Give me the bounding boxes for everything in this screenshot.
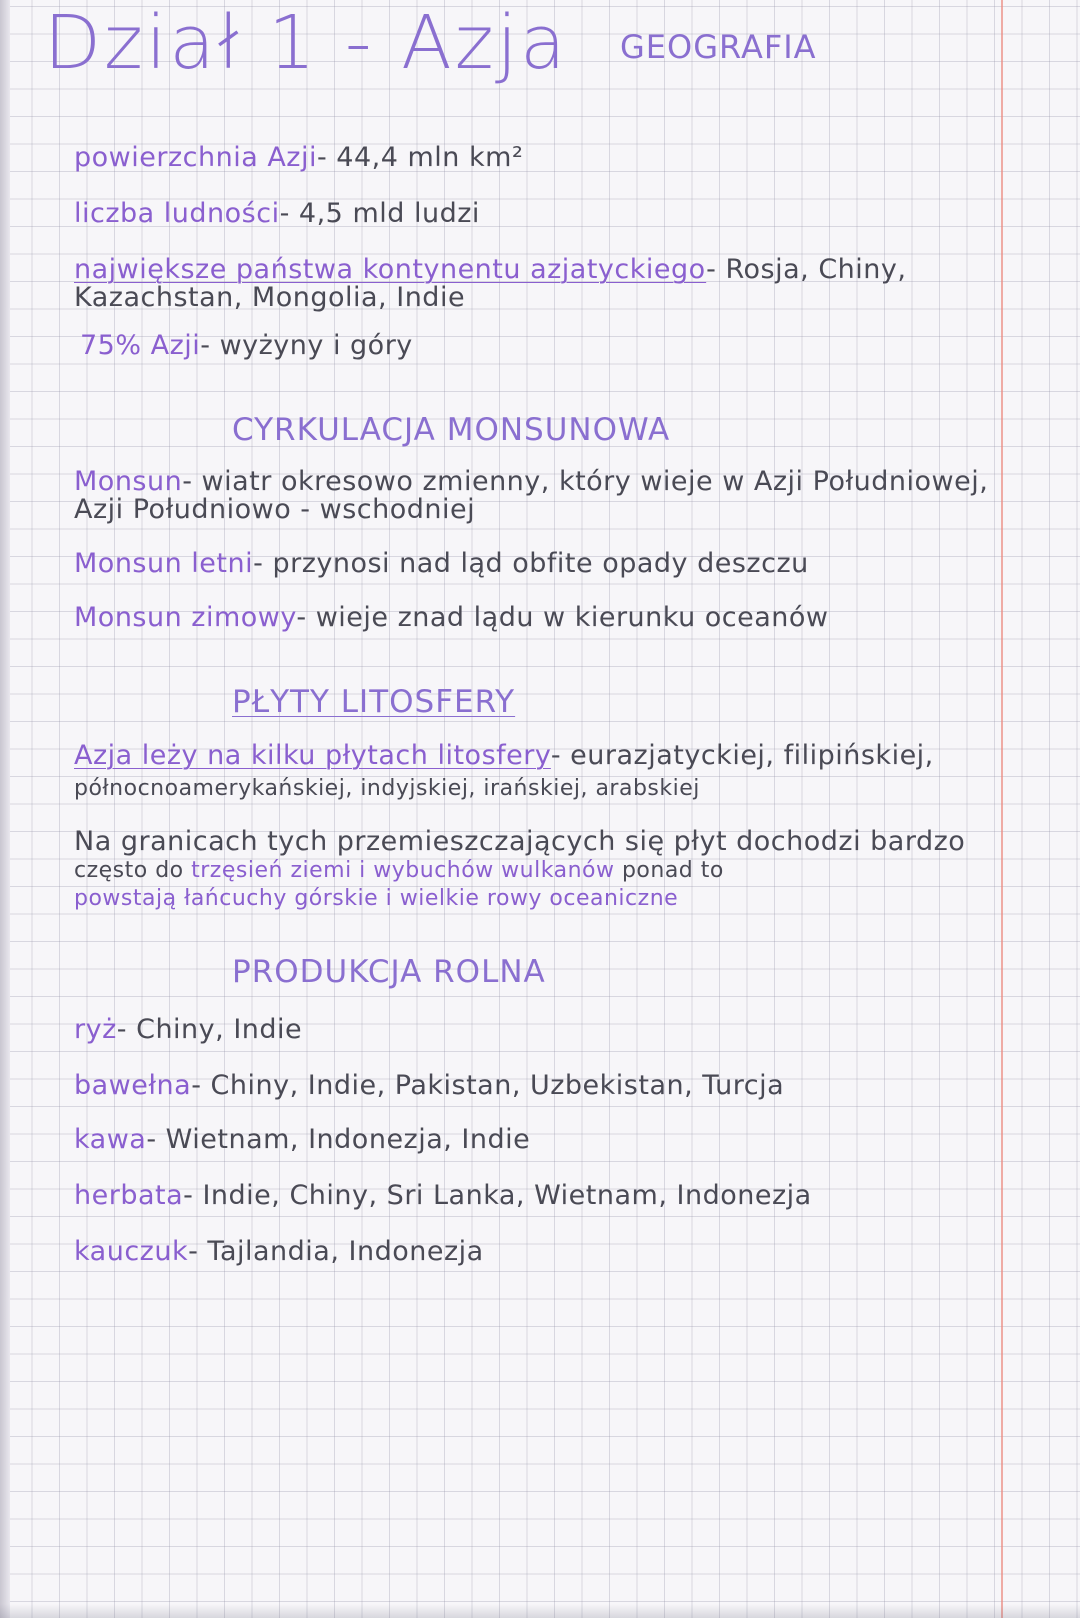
fact-largest-value-1: - Rosja, Chiny, <box>706 254 907 285</box>
fact-highlands-value: - wyżyny i góry <box>200 330 413 361</box>
agriculture-item <box>74 1070 784 1101</box>
plates-p2-text-1: Na granicach tych przemieszczających się płyt dochodzi bardzo <box>74 826 966 857</box>
agriculture-item <box>74 1236 484 1267</box>
monsoon-definition-cont <box>74 494 475 525</box>
plates-paragraph-1 <box>74 740 934 771</box>
monsoon-winter-term: Monsun zimowy <box>74 602 297 633</box>
agriculture-item-term: kawa <box>74 1124 147 1155</box>
monsoon-def-text-2: Azji Południowo - wschodniej <box>74 494 476 525</box>
agriculture-item-term: ryż <box>74 1014 117 1045</box>
plates-paragraph-2-cont <box>74 858 724 883</box>
agriculture-item <box>74 1014 302 1045</box>
fact-largest-countries <box>74 254 906 285</box>
page-binding-edge <box>0 0 10 1618</box>
monsoon-heading: CYRKULACJA MONSUNOWA <box>232 412 671 448</box>
monsoon-definition <box>74 466 988 497</box>
plates-p1-term: Azja leży na kilku płytach litosfery <box>74 740 551 771</box>
fact-largest-value-2: Kazachstan, Mongolia, Indie <box>74 282 466 313</box>
margin-line <box>1001 0 1003 1618</box>
fact-area-label: powierzchnia Azji <box>74 142 317 173</box>
fact-population <box>74 198 480 229</box>
agriculture-item-text: - Wietnam, Indonezja, Indie <box>146 1124 531 1155</box>
plates-p2-text-3: powstają łańcuchy górskie i wielkie rowy oceaniczne <box>74 886 679 911</box>
agriculture-item-text: - Chiny, Indie <box>116 1014 303 1045</box>
subject-label: GEOGRAFIA <box>620 28 817 66</box>
plates-paragraph-2 <box>74 826 965 857</box>
fact-highlands-label: 75% Azji <box>80 330 201 361</box>
monsoon-def-text-1: - wiatr okresowo zmienny, który wieje w Azji Południowej, <box>182 466 989 497</box>
plates-p1-text-2: północnoamerykańskiej, indyjskiej, irańskiej, arabskiej <box>74 776 700 801</box>
agriculture-item <box>74 1180 812 1211</box>
monsoon-winter-text: - wieje znad lądu w kierunku oceanów <box>296 602 829 633</box>
fact-population-label: liczba ludności <box>74 198 280 229</box>
agriculture-item-term: kauczuk <box>74 1236 189 1267</box>
plates-paragraph-1-cont <box>74 776 700 801</box>
plates-heading: PŁYTY LITOSFERY <box>232 684 516 720</box>
fact-highlands <box>80 330 413 361</box>
fact-area <box>74 142 523 173</box>
fact-population-value: - 4,5 mld ludzi <box>279 198 480 229</box>
fact-largest-label: największe państwa kontynentu azjatyckiego <box>74 254 707 285</box>
monsoon-summer-term: Monsun letni <box>74 548 254 579</box>
agriculture-item-text: - Chiny, Indie, Pakistan, Uzbekistan, Turcja <box>191 1070 785 1101</box>
agriculture-item-text: - Indie, Chiny, Sri Lanka, Wietnam, Indonezja <box>183 1180 812 1211</box>
plates-p1-text-1: - eurazjatyckiej, filipińskiej, <box>550 740 934 771</box>
page-title: Dział 1 - Azja <box>44 0 569 86</box>
agriculture-item-term: herbata <box>74 1180 184 1211</box>
monsoon-def-term: Monsun <box>74 466 183 497</box>
plates-paragraph-2-end <box>74 886 678 911</box>
fact-area-value: - 44,4 mln km² <box>316 142 524 173</box>
monsoon-summer <box>74 548 809 579</box>
agriculture-item <box>74 1124 530 1155</box>
page-bottom-shadow <box>0 1604 1080 1618</box>
plates-p2-text-2a: często do <box>74 858 192 883</box>
plates-p2-text-2c: ponad to <box>614 858 724 883</box>
monsoon-winter <box>74 602 829 633</box>
agriculture-heading: PRODUKCJA ROLNA <box>232 954 546 990</box>
fact-largest-countries-cont <box>74 282 465 313</box>
agriculture-item-text: - Tajlandia, Indonezja <box>188 1236 484 1267</box>
agriculture-item-term: bawełna <box>74 1070 192 1101</box>
monsoon-summer-text: - przynosi nad ląd obfite opady deszczu <box>253 548 809 579</box>
plates-p2-text-2b: trzęsień ziemi i wybuchów wulkanów <box>191 858 615 883</box>
